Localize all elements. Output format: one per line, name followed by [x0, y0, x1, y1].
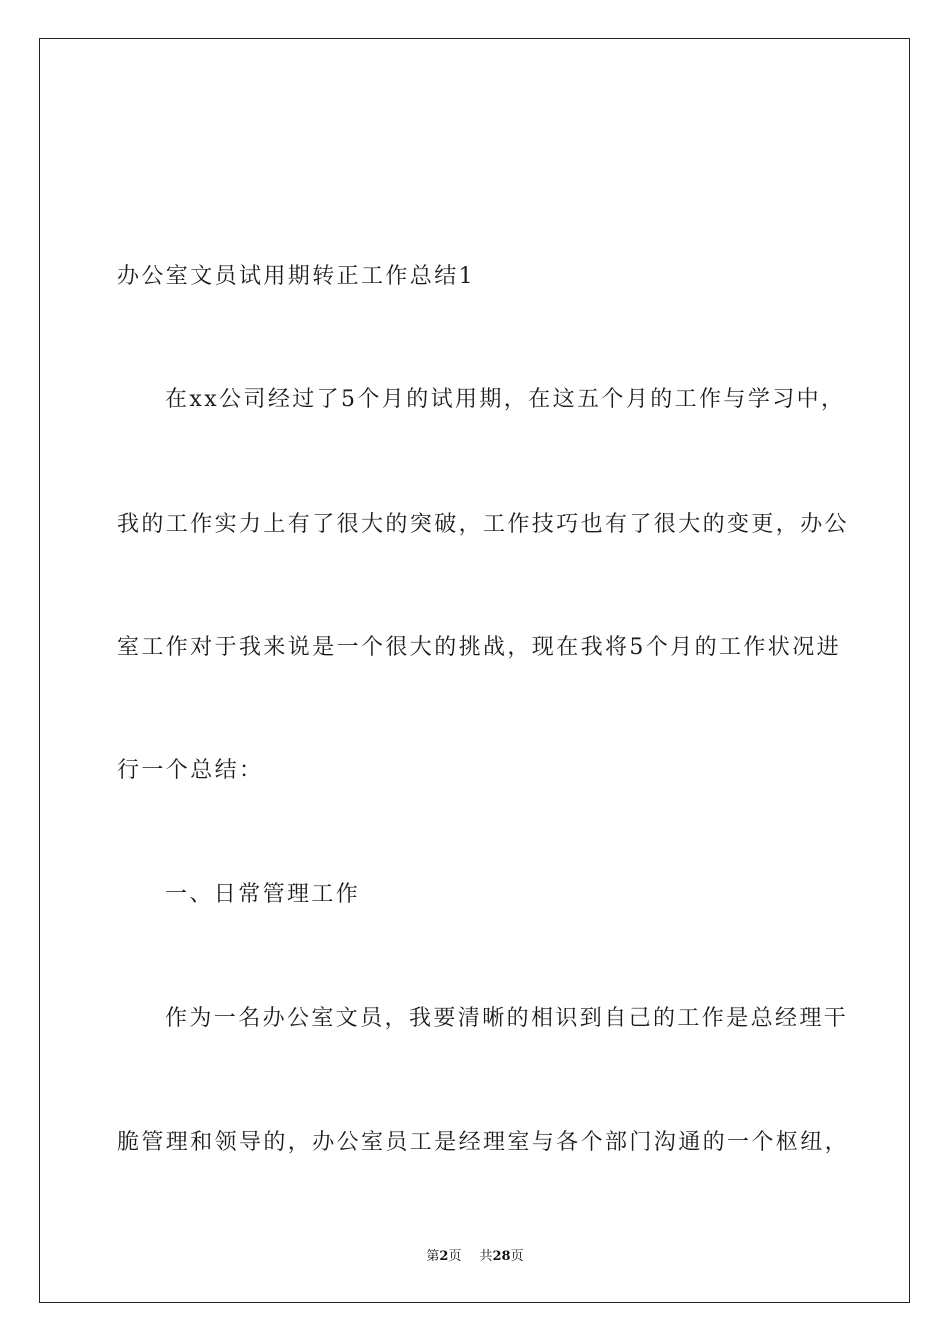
paragraph-line: 在xx公司经过了5个月的试用期，在这五个月的工作与学习中，: [165, 387, 846, 412]
paragraph-line: 脆管理和领导的，办公室员工是经理室与各个部门沟通的一个枢纽，: [117, 1130, 850, 1155]
paragraph-line: 行一个总结：: [117, 758, 264, 783]
document-title: 办公室文员试用期转正工作总结1: [117, 264, 475, 289]
section-heading: 一、日常管理工作: [165, 882, 361, 907]
page-suffix: 页: [448, 1249, 462, 1264]
page-current: 2: [439, 1249, 449, 1264]
page-prefix: 第: [426, 1249, 440, 1264]
page-footer: [0, 1248, 950, 1266]
total-suffix: 页: [510, 1249, 524, 1264]
page-border: [39, 38, 910, 1303]
total-prefix: 共: [479, 1249, 493, 1264]
page-total: 28: [492, 1249, 511, 1264]
paragraph-line: 我的工作实力上有了很大的突破，工作技巧也有了很大的变更，办公: [117, 512, 850, 537]
paragraph-line: 作为一名办公室文员，我要清晰的相识到自己的工作是总经理干: [165, 1006, 849, 1031]
paragraph-line: 室工作对于我来说是一个很大的挑战，现在我将5个月的工作状况进: [117, 635, 841, 660]
